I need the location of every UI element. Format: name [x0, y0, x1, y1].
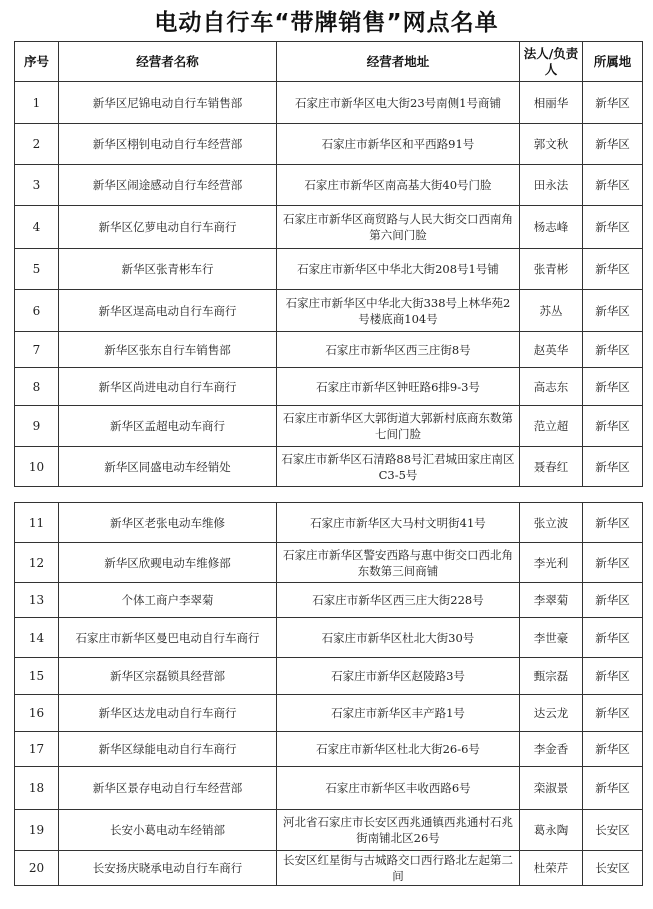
row-operator-address: 石家庄市新华区石清路88号汇君城田家庄南区C3-5号 [277, 447, 520, 487]
row-district: 新华区 [583, 249, 643, 290]
dealer-table-part-2 [14, 502, 643, 886]
row-operator-address: 石家庄市新华区大郭街道大郭新村底商东数第七间门脸 [277, 406, 520, 447]
header-legal-person: 法人/负责人 [520, 42, 583, 82]
row-district: 新华区 [583, 583, 643, 618]
row-legal-person: 栾淑景 [520, 767, 583, 810]
row-district: 新华区 [583, 695, 643, 732]
row-serial-number: 15 [15, 658, 59, 695]
row-district: 新华区 [583, 658, 643, 695]
row-operator-name: 长安扬庆晓承电动自行车商行 [59, 851, 277, 886]
row-operator-address: 石家庄市新华区电大街23号南侧1号商铺 [277, 82, 520, 124]
row-serial-number: 7 [15, 332, 59, 368]
row-operator-address: 石家庄市新华区大马村文明街41号 [277, 503, 520, 543]
row-serial-number: 6 [15, 290, 59, 332]
row-operator-address: 石家庄市新华区商贸路与人民大街交口西南角第六间门脸 [277, 206, 520, 249]
row-operator-name: 新华区同盛电动车经销处 [59, 447, 277, 487]
row-legal-person: 达云龙 [520, 695, 583, 732]
row-operator-name: 新华区栩钊电动自行车经营部 [59, 124, 277, 165]
row-legal-person: 相丽华 [520, 82, 583, 124]
page-break-gap [0, 492, 653, 502]
row-serial-number: 1 [15, 82, 59, 124]
table-row [15, 447, 643, 487]
row-district: 长安区 [583, 810, 643, 851]
table-row [15, 332, 643, 368]
row-operator-name: 新华区绿能电动自行车商行 [59, 732, 277, 767]
row-operator-address: 石家庄市新华区钟旺路6排9-3号 [277, 368, 520, 406]
row-legal-person: 张青彬 [520, 249, 583, 290]
row-operator-address: 石家庄市新华区南高基大街40号门脸 [277, 165, 520, 206]
row-operator-address: 石家庄市新华区丰收西路6号 [277, 767, 520, 810]
row-legal-person: 甄宗磊 [520, 658, 583, 695]
row-serial-number: 14 [15, 618, 59, 658]
row-operator-name: 新华区达龙电动自行车商行 [59, 695, 277, 732]
row-operator-name: 新华区张青彬车行 [59, 249, 277, 290]
table-row [15, 249, 643, 290]
row-serial-number: 5 [15, 249, 59, 290]
row-operator-address: 石家庄市新华区中华北大街208号1号铺 [277, 249, 520, 290]
row-serial-number: 13 [15, 583, 59, 618]
row-serial-number: 12 [15, 543, 59, 583]
table-row [15, 767, 643, 810]
table-row [15, 165, 643, 206]
row-serial-number: 16 [15, 695, 59, 732]
row-operator-name: 新华区尚进电动自行车商行 [59, 368, 277, 406]
table-body-part-2 [15, 503, 643, 886]
row-district: 新华区 [583, 503, 643, 543]
row-district: 新华区 [583, 618, 643, 658]
row-legal-person: 范立超 [520, 406, 583, 447]
row-operator-address: 石家庄市新华区丰产路1号 [277, 695, 520, 732]
row-operator-address: 长安区红星街与古城路交口西行路北左起第二间 [277, 851, 520, 886]
row-operator-address: 石家庄市新华区杜北大街30号 [277, 618, 520, 658]
row-legal-person: 郭文秋 [520, 124, 583, 165]
row-serial-number: 18 [15, 767, 59, 810]
header-operator-name: 经营者名称 [59, 42, 277, 82]
row-operator-address: 石家庄市新华区和平西路91号 [277, 124, 520, 165]
row-operator-address: 石家庄市新华区警安西路与惠中街交口西北角东数第三间商铺 [277, 543, 520, 583]
table-row [15, 290, 643, 332]
row-district: 新华区 [583, 767, 643, 810]
row-district: 新华区 [583, 82, 643, 124]
row-district: 新华区 [583, 124, 643, 165]
table-row [15, 732, 643, 767]
row-operator-name: 新华区老张电动车维修 [59, 503, 277, 543]
row-operator-name: 新华区景存电动自行车经营部 [59, 767, 277, 810]
row-operator-name: 新华区宗磊锁具经营部 [59, 658, 277, 695]
table-row [15, 82, 643, 124]
table-row [15, 810, 643, 851]
page-title: 电动自行车“带牌销售”网点名单 [154, 10, 499, 36]
row-operator-name: 新华区闹途感动自行车经营部 [59, 165, 277, 206]
row-operator-address: 石家庄市新华区西三庄街8号 [277, 332, 520, 368]
row-operator-name: 个体工商户李翠菊 [59, 583, 277, 618]
table-row [15, 583, 643, 618]
row-legal-person: 田永法 [520, 165, 583, 206]
table-row [15, 658, 643, 695]
row-operator-name: 石家庄市新华区曼巴电动自行车商行 [59, 618, 277, 658]
row-operator-name: 新华区张东自行车销售部 [59, 332, 277, 368]
row-serial-number: 17 [15, 732, 59, 767]
row-serial-number: 8 [15, 368, 59, 406]
row-legal-person: 葛永陶 [520, 810, 583, 851]
table-row [15, 124, 643, 165]
row-serial-number: 19 [15, 810, 59, 851]
table-row [15, 503, 643, 543]
header-district: 所属地 [583, 42, 643, 82]
row-district: 新华区 [583, 732, 643, 767]
row-legal-person: 李翠菊 [520, 583, 583, 618]
header-serial-number: 序号 [15, 42, 59, 82]
table-row [15, 206, 643, 249]
row-operator-address: 石家庄市新华区中华北大街338号上林华苑2号楼底商104号 [277, 290, 520, 332]
row-legal-person: 李光利 [520, 543, 583, 583]
row-serial-number: 3 [15, 165, 59, 206]
table-row [15, 618, 643, 658]
row-district: 新华区 [583, 543, 643, 583]
row-district: 新华区 [583, 447, 643, 487]
row-operator-address: 石家庄市新华区赵陵路3号 [277, 658, 520, 695]
row-serial-number: 10 [15, 447, 59, 487]
row-operator-address: 河北省石家庄市长安区西兆通镇西兆通村石兆街南铺北区26号 [277, 810, 520, 851]
row-operator-name: 新华区亿萝电动自行车商行 [59, 206, 277, 249]
row-district: 新华区 [583, 332, 643, 368]
row-legal-person: 杨志峰 [520, 206, 583, 249]
row-operator-name: 新华区欣觋电动车维修部 [59, 543, 277, 583]
row-serial-number: 20 [15, 851, 59, 886]
row-serial-number: 4 [15, 206, 59, 249]
row-operator-name: 长安小葛电动车经销部 [59, 810, 277, 851]
table-header-row [15, 42, 643, 82]
row-operator-address: 石家庄市新华区杜北大街26-6号 [277, 732, 520, 767]
row-district: 新华区 [583, 406, 643, 447]
row-serial-number: 11 [15, 503, 59, 543]
row-legal-person: 苏丛 [520, 290, 583, 332]
row-legal-person: 赵英华 [520, 332, 583, 368]
row-district: 长安区 [583, 851, 643, 886]
row-serial-number: 2 [15, 124, 59, 165]
row-legal-person: 高志东 [520, 368, 583, 406]
row-legal-person: 李金香 [520, 732, 583, 767]
row-operator-address: 石家庄市新华区西三庄大街228号 [277, 583, 520, 618]
row-district: 新华区 [583, 165, 643, 206]
header-operator-address: 经营者地址 [277, 42, 520, 82]
row-operator-name: 新华区逞高电动自行车商行 [59, 290, 277, 332]
table-row [15, 406, 643, 447]
row-legal-person: 李世豪 [520, 618, 583, 658]
table-body-part-1 [15, 82, 643, 487]
row-district: 新华区 [583, 206, 643, 249]
dealer-table-part-1 [14, 41, 643, 487]
row-legal-person: 聂春红 [520, 447, 583, 487]
row-district: 新华区 [583, 368, 643, 406]
row-operator-name: 新华区孟超电动车商行 [59, 406, 277, 447]
row-serial-number: 9 [15, 406, 59, 447]
table-row [15, 368, 643, 406]
row-legal-person: 张立波 [520, 503, 583, 543]
row-district: 新华区 [583, 290, 643, 332]
table-row [15, 543, 643, 583]
row-operator-name: 新华区尼锦电动自行车销售部 [59, 82, 277, 124]
row-legal-person: 杜荣芹 [520, 851, 583, 886]
table-row [15, 851, 643, 886]
table-row [15, 695, 643, 732]
